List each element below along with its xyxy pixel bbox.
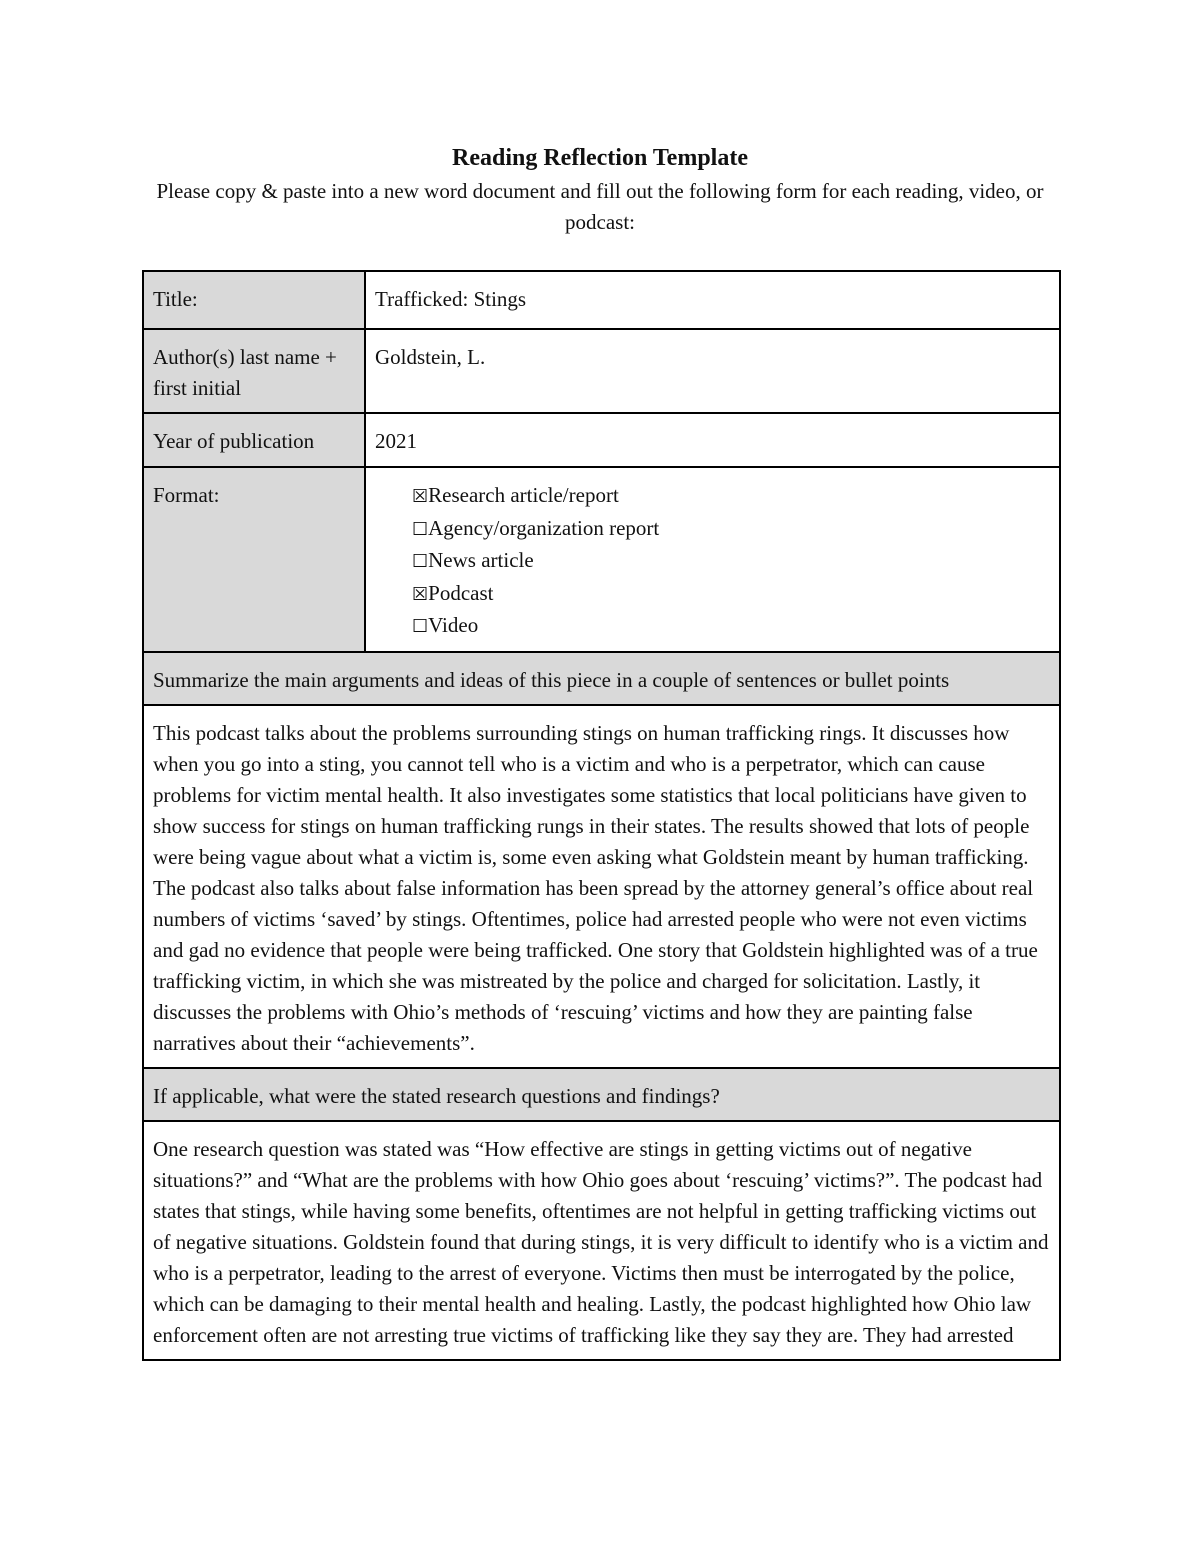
format-option-agency-report[interactable] (412, 513, 1051, 546)
format-option-label: Podcast (428, 580, 494, 605)
checkbox-checked-icon[interactable]: ☒ (412, 486, 429, 507)
research-heading: If applicable, what were the stated research questions and findings? (143, 1068, 1060, 1121)
format-option-research-article[interactable] (412, 480, 1051, 513)
format-option-label: Video (428, 613, 479, 637)
document-instructions: Please copy & paste into a new word document and fill out the following form for each reading, video, or podcast: (156, 179, 1044, 234)
format-option-news-article[interactable] (412, 545, 1051, 578)
author-row (143, 329, 1060, 413)
format-options-cell (365, 467, 1060, 652)
checkbox-unchecked-icon[interactable]: ☐ (412, 551, 429, 572)
reflection-form-table (142, 270, 1061, 1361)
author-label: Author(s) last name + first initial (143, 329, 365, 413)
year-value-field[interactable]: 2021 (365, 413, 1060, 467)
research-text-field[interactable]: One research question was stated was “How effective are stings in getting victims out of negative situations?” and “What are the problems with how Ohio goes about ‘rescuing’ victims?”. The podcast had states that stings, while having some benefits, oftentimes are not helpful in getting trafficking victims out of negative situations. Goldstein found that during stings, it is very difficult to identify who is a victim and who is a perpetrator, leading to the arrest of everyone. Victims then must be interrogated by the police, which can be damaging to their mental health and healing. Lastly, the podcast highlighted how Ohio law enforcement often are not arresting true victims of trafficking like they say they are. They had arrested (143, 1121, 1060, 1360)
research-body-row (143, 1121, 1060, 1360)
author-value-field[interactable]: Goldstein, L. (365, 329, 1060, 413)
format-option-label: News article (428, 548, 534, 572)
format-option-label: Agency/organization report (428, 515, 660, 540)
title-label: Title: (143, 271, 365, 329)
format-label: Format: (143, 467, 365, 652)
title-row (143, 271, 1060, 329)
summary-body-row (143, 705, 1060, 1068)
format-row (143, 467, 1060, 652)
summary-text-field[interactable]: This podcast talks about the problems surrounding stings on human trafficking rings. It discusses how when you go into a sting, you cannot tell who is a victim and who is a perpetrator, which can cause problems for victim mental health. It also investigates some statistics that local politicians have given to show success for stings on human trafficking rungs in their states. The results showed that lots of people were being vague about what a victim is, some even asking what Goldstein meant by human trafficking. The podcast also talks about false information has been spread by the attorney general’s office about real numbers of victims ‘saved’ by stings. Oftentimes, police had arrested people who were not even victims and gad no evidence that people were being trafficked. One story that Goldstein highlighted was of a true trafficking victim, in which she was mistreated by the police and charged for solicitation. Lastly, it discusses the problems with Ohio’s methods of ‘rescuing’ victims and how they are painting false narratives about their “achievements”. (143, 705, 1060, 1068)
format-checkbox-list (375, 480, 1051, 643)
document-title: Reading Reflection Template (452, 145, 748, 171)
year-label: Year of publication (143, 413, 365, 467)
format-option-podcast[interactable] (412, 578, 1051, 611)
checkbox-checked-icon[interactable]: ☒ (412, 583, 429, 605)
format-option-label: Research article/report (428, 483, 619, 507)
checkbox-unchecked-icon[interactable]: ☐ (412, 518, 429, 540)
title-value-field[interactable]: Trafficked: Stings (365, 271, 1060, 329)
year-row (143, 413, 1060, 467)
format-option-video[interactable] (412, 610, 1051, 643)
summary-heading-row (143, 652, 1060, 705)
checkbox-unchecked-icon[interactable]: ☐ (412, 616, 429, 637)
research-heading-row (143, 1068, 1060, 1121)
summary-heading: Summarize the main arguments and ideas of this piece in a couple of sentences or bullet points (143, 652, 1060, 705)
